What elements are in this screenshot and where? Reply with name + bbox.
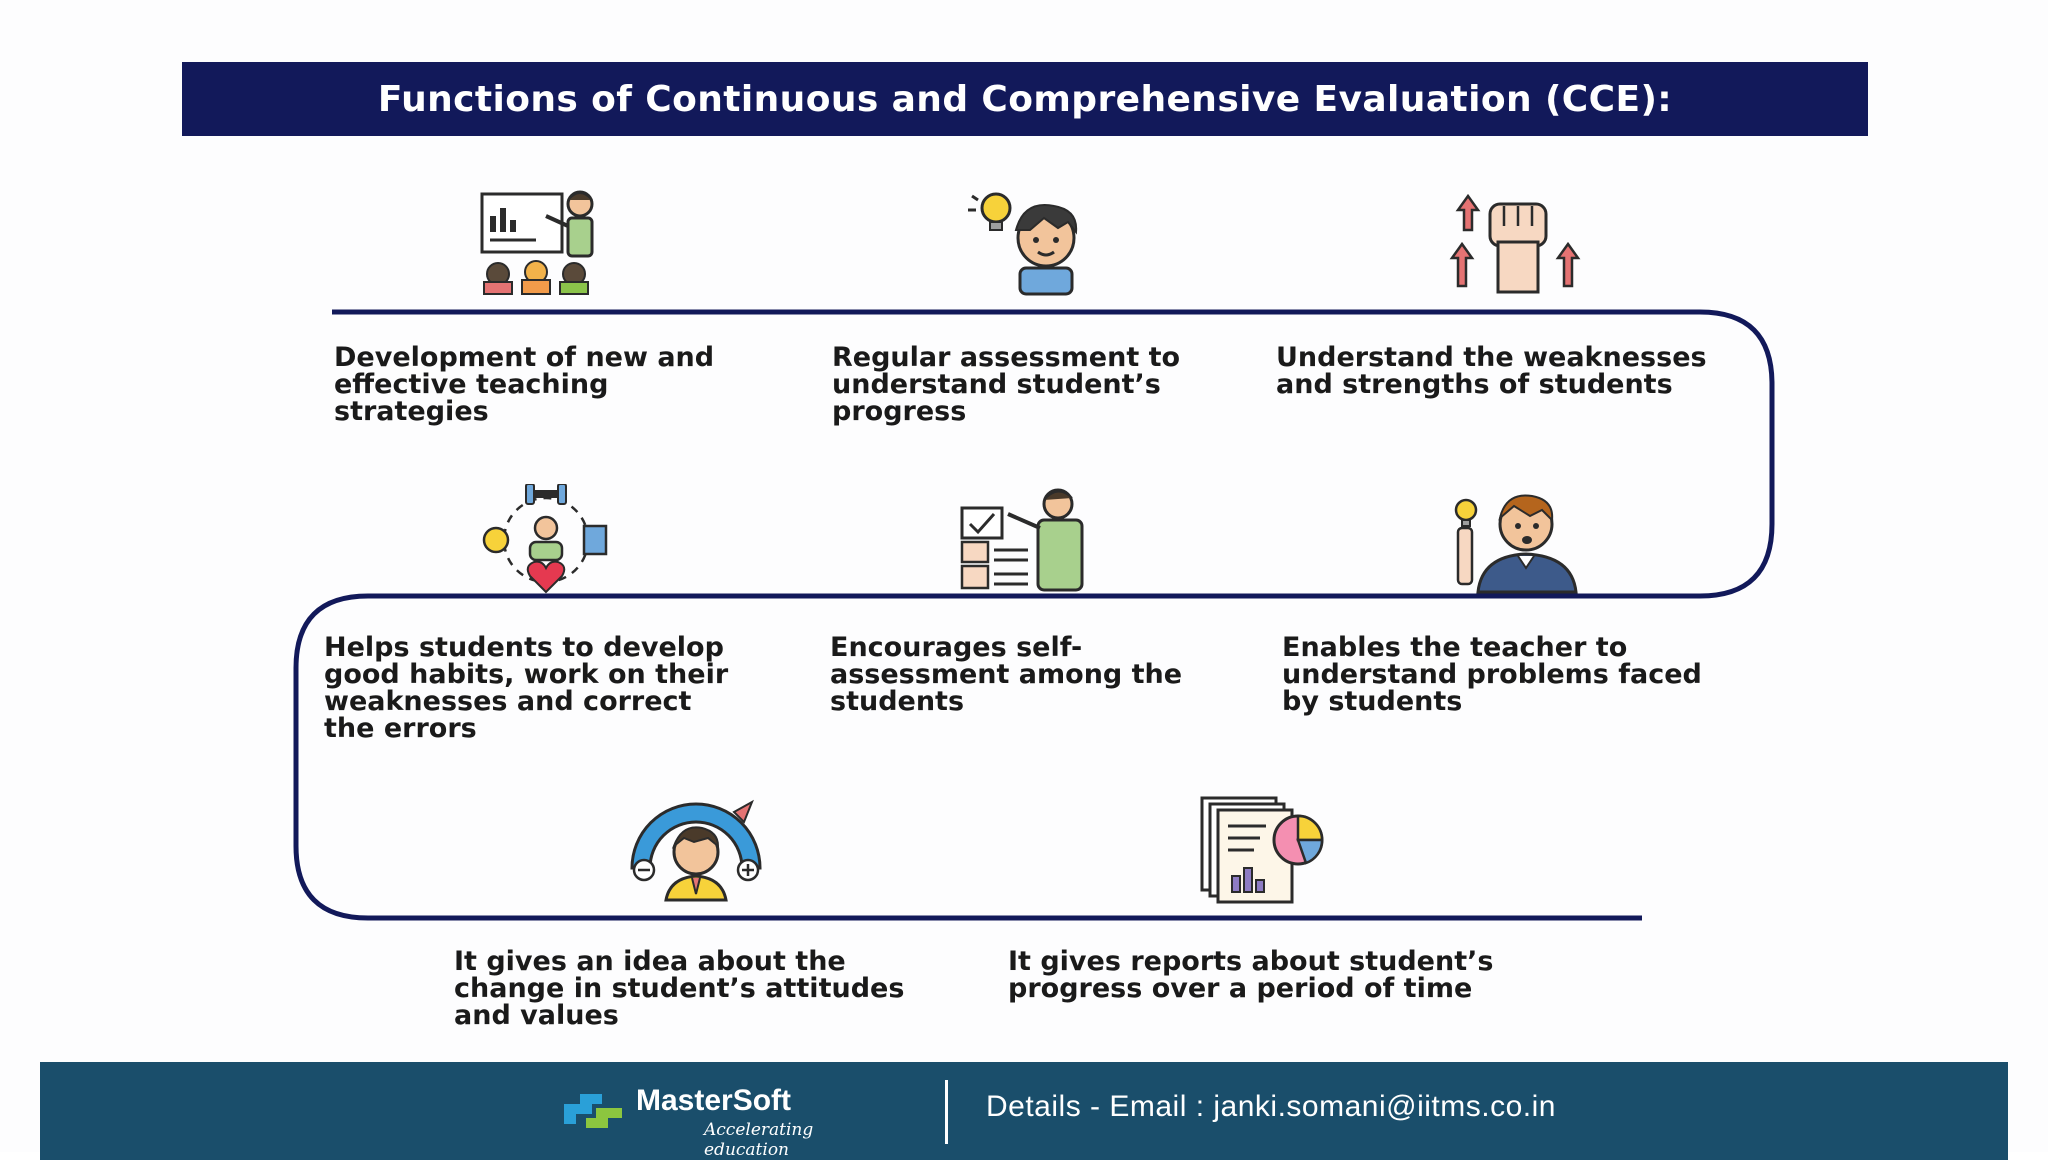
fist-arrows-up-icon [1448,186,1588,296]
checklist-teacher-icon [958,484,1098,594]
confused-student-icon [1448,484,1588,594]
function-label-4: Helps students to develop good habits, work on their weaknesses and correct the errors [324,632,729,744]
footer-divider [945,1080,948,1144]
attitude-gauge-icon [626,794,766,904]
function-label-2: Regular assessment to understand student’s progress [832,342,1181,427]
function-label-3: Understand the weaknesses and strengths of students [1276,342,1707,400]
function-label-7: It gives an idea about the change in student’s attitudes and values [454,946,905,1031]
mastersoft-logo [562,1082,902,1160]
teacher-presentation-icon [476,186,616,296]
page-title: Functions of Continuous and Comprehensive Evaluation (CCE): [377,78,1673,120]
footer-bar [40,1062,2008,1160]
brand-tagline: Accelerating education [704,1120,814,1160]
title-banner [182,62,1868,136]
brand-name: MasterSoft [636,1084,792,1117]
student-idea-icon [958,186,1098,296]
function-label-1: Development of new and effective teaching strategies [334,342,715,427]
function-label-8: It gives reports about student’s progress over a period of time [1008,946,1494,1004]
function-label-6: Enables the teacher to understand problems faced by students [1282,632,1702,717]
habits-cycle-icon [476,484,616,594]
mastersoft-logo-mark-icon [562,1086,626,1130]
contact-email-text: Details - Email : janki.somani@iitms.co.in [986,1090,1556,1123]
report-documents-icon [1196,794,1336,904]
function-label-5: Encourages self- assessment among the students [830,632,1183,717]
